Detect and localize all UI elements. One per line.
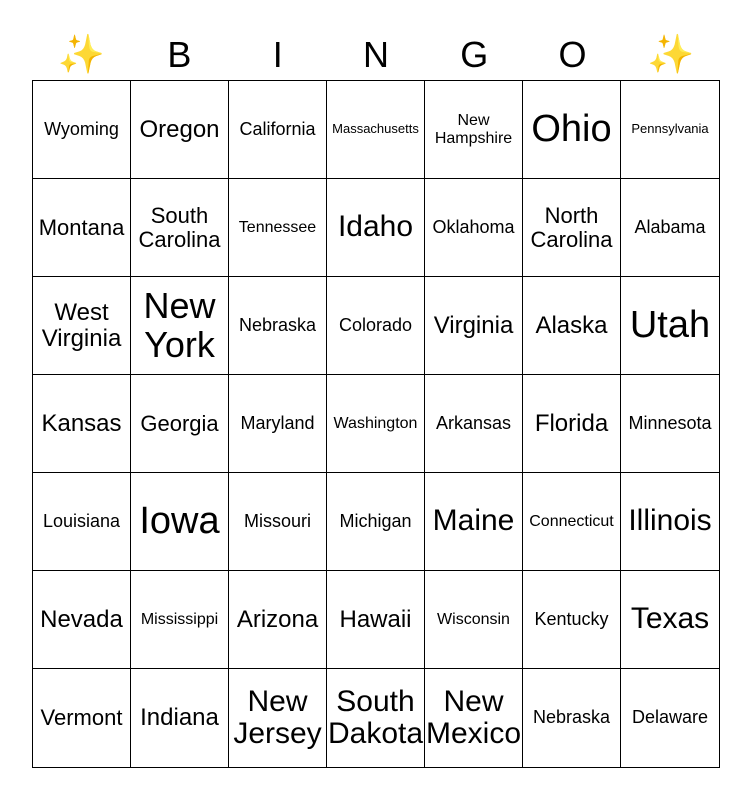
bingo-cell[interactable]: Tennessee: [229, 179, 327, 277]
bingo-cell[interactable]: South Dakota: [327, 669, 425, 767]
bingo-cell[interactable]: Hawaii: [327, 571, 425, 669]
bingo-cell[interactable]: Georgia: [131, 375, 229, 473]
bingo-cell[interactable]: Iowa: [131, 473, 229, 571]
bingo-cell[interactable]: New Jersey: [229, 669, 327, 767]
header-letter-i: I: [272, 34, 283, 75]
bingo-cell[interactable]: Texas: [621, 571, 719, 669]
bingo-cell[interactable]: Vermont: [33, 669, 131, 767]
bingo-cell[interactable]: Alaska: [523, 277, 621, 375]
bingo-cell[interactable]: Arizona: [229, 571, 327, 669]
bingo-board: [32, 80, 720, 768]
bingo-cell[interactable]: Missouri: [229, 473, 327, 571]
bingo-cell[interactable]: Nebraska: [229, 277, 327, 375]
bingo-cell[interactable]: Illinois: [621, 473, 719, 571]
bingo-cell[interactable]: Colorado: [327, 277, 425, 375]
bingo-cell[interactable]: New Hampshire: [425, 81, 523, 179]
header-letter-b: B: [167, 34, 192, 75]
bingo-cell[interactable]: West Virginia: [33, 277, 131, 375]
bingo-cell[interactable]: Idaho: [327, 179, 425, 277]
bingo-cell[interactable]: South Carolina: [131, 179, 229, 277]
bingo-cell[interactable]: Kentucky: [523, 571, 621, 669]
bingo-cell[interactable]: Oregon: [131, 81, 229, 179]
bingo-cell[interactable]: Connecticut: [523, 473, 621, 571]
sparkles-icon-right: ✨: [647, 34, 695, 76]
bingo-cell[interactable]: Virginia: [425, 277, 523, 375]
bingo-cell[interactable]: Indiana: [131, 669, 229, 767]
bingo-cell[interactable]: Massachusetts: [327, 81, 425, 179]
bingo-header: [32, 30, 720, 80]
bingo-cell[interactable]: Nebraska: [523, 669, 621, 767]
bingo-cell[interactable]: Nevada: [33, 571, 131, 669]
bingo-cell[interactable]: Utah: [621, 277, 719, 375]
bingo-cell[interactable]: Wyoming: [33, 81, 131, 179]
bingo-cell[interactable]: Minnesota: [621, 375, 719, 473]
bingo-cell[interactable]: Maine: [425, 473, 523, 571]
bingo-cell[interactable]: Kansas: [33, 375, 131, 473]
bingo-cell[interactable]: North Carolina: [523, 179, 621, 277]
bingo-cell[interactable]: Delaware: [631, 707, 709, 728]
bingo-cell[interactable]: Montana: [33, 179, 131, 277]
header-letter-o: O: [558, 34, 587, 75]
bingo-cell[interactable]: Maryland: [229, 375, 327, 473]
header-letter-g: G: [460, 34, 489, 75]
bingo-cell[interactable]: Ohio: [523, 81, 621, 179]
bingo-cell[interactable]: California: [229, 81, 327, 179]
bingo-cell[interactable]: Pennsylvania: [621, 81, 719, 179]
header-letter-n: N: [362, 34, 389, 75]
bingo-cell[interactable]: Washington: [327, 375, 425, 473]
bingo-cell[interactable]: New York: [131, 277, 229, 375]
bingo-cell[interactable]: Louisiana: [33, 473, 131, 571]
bingo-cell[interactable]: Oklahoma: [425, 179, 523, 277]
bingo-cell[interactable]: Alabama: [621, 179, 719, 277]
bingo-cell[interactable]: Arkansas: [425, 375, 523, 473]
bingo-cell[interactable]: Mississippi: [131, 571, 229, 669]
bingo-cell[interactable]: Florida: [523, 375, 621, 473]
sparkles-icon-left: ✨: [57, 34, 105, 76]
bingo-cell[interactable]: Wisconsin: [425, 571, 523, 669]
bingo-cell[interactable]: Michigan: [327, 473, 425, 571]
bingo-cell[interactable]: New Mexico: [425, 669, 523, 767]
